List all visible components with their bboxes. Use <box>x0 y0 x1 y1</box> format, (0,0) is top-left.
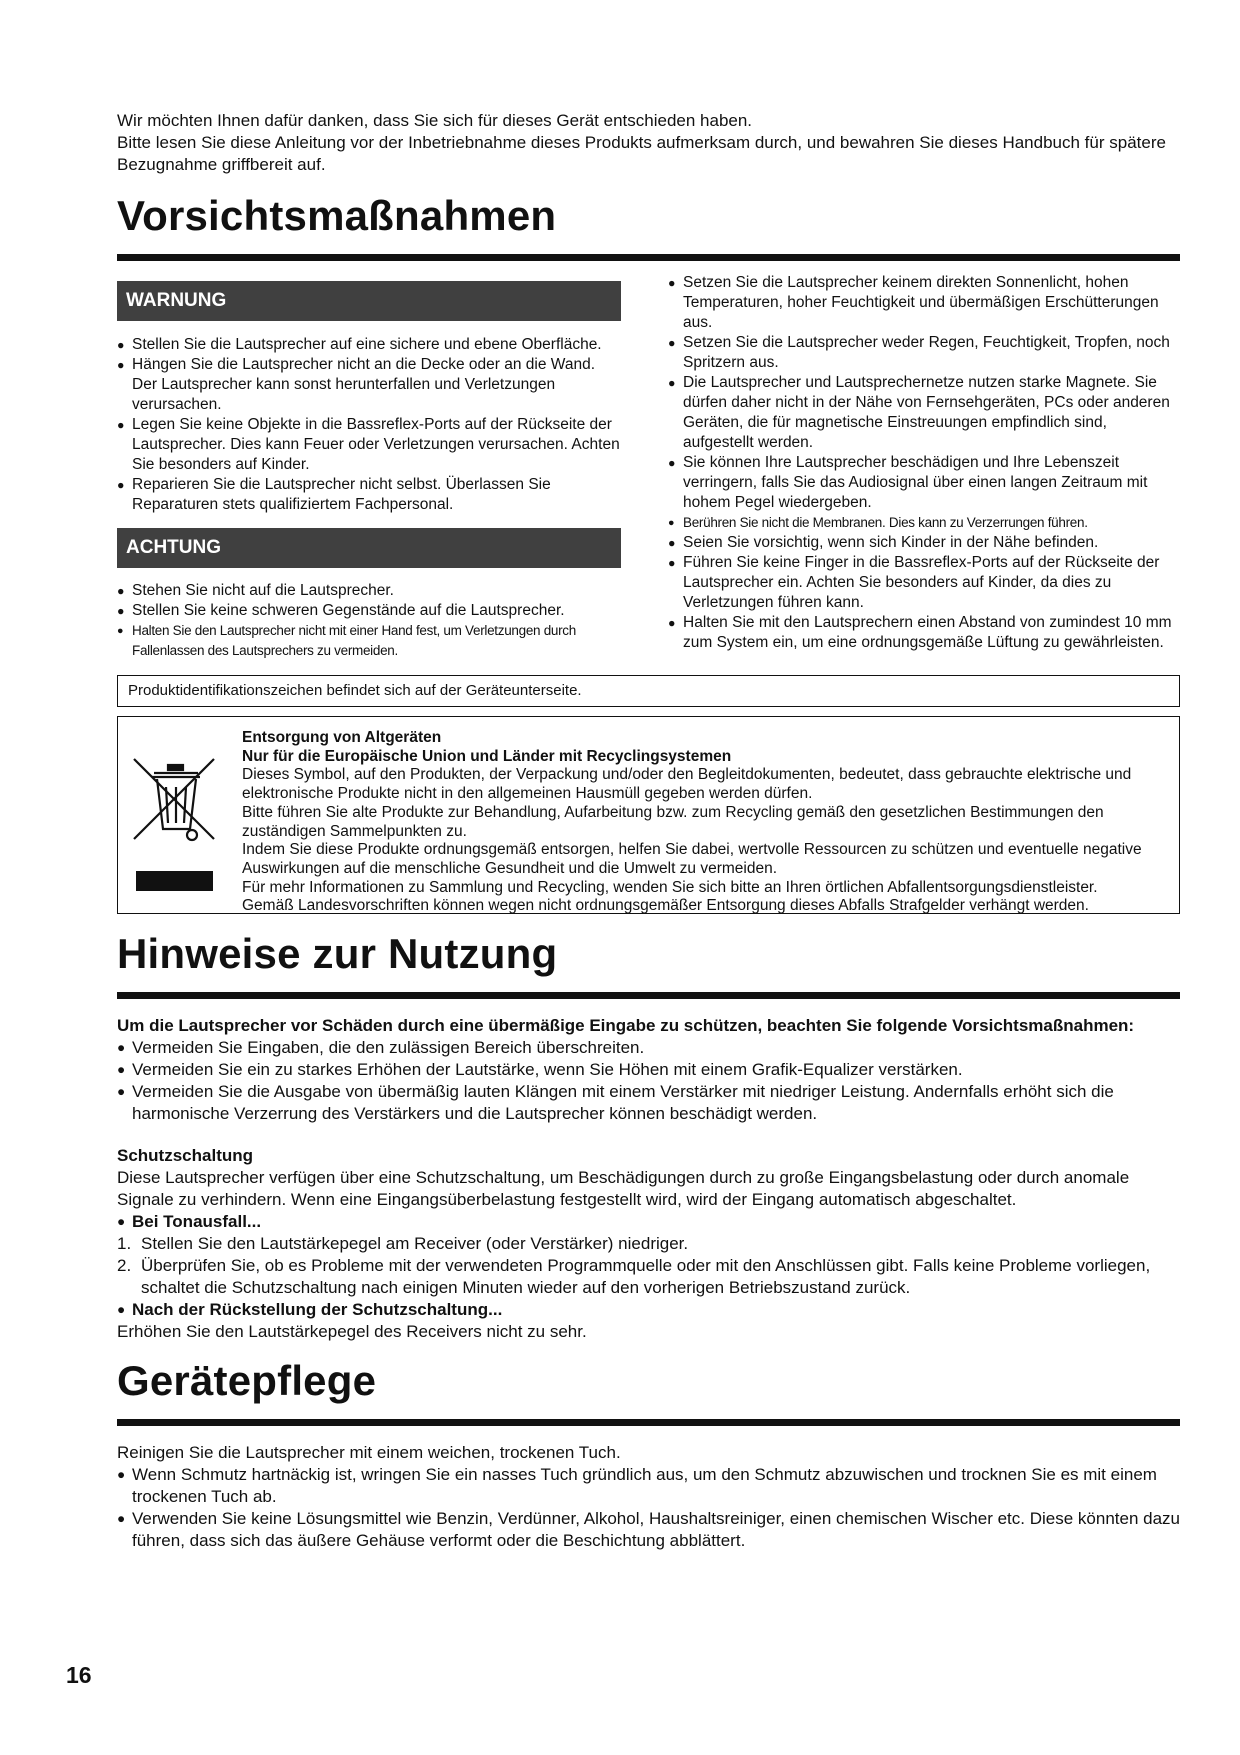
protection-text: Diese Lautsprecher verfügen über eine Schutzschaltung, um Beschädigungen durch zu große Eingangsbelastung oder durch anomale Signale zu verhindern. Wenn eine Eingangsüberbelastung festgestellt wird, wird der Eingang automatisch abgeschaltet. <box>117 1168 1130 1209</box>
caution-list <box>117 581 621 661</box>
intro-read-manual: Bitte lesen Sie diese Anleitung vor der Inbetriebnahme dieses Produkts aufmerksam durch, und bewahren Sie dieses Handbuch für spätere Bezugnahme griffbereit auf. <box>117 133 1166 174</box>
list-item: ● Halten Sie mit den Lautsprechern einen Abstand von zumindest 10 mm zum System ein, um eine ordnungsgemäße Lüftung zu gewährleisten. <box>668 613 1180 653</box>
disposal-paragraph: Dieses Symbol, auf den Produkten, der Verpackung und/oder den Begleitdokumenten, bedeutet, dass gebrauchte elektrische und elektronische Produkte nicht in den allgemeinen Hausmüll gegeben werden dürfen. <box>242 766 1132 803</box>
caution-header: ACHTUNG <box>117 528 621 568</box>
list-item: ● Seien Sie vorsichtig, wenn sich Kinder in der Nähe befinden. <box>668 533 1180 553</box>
precautions-title: Vorsichtsmaßnahmen <box>117 190 1180 261</box>
numbered-step <box>117 1233 1180 1255</box>
step-number: 1. <box>117 1234 132 1253</box>
list-item: ● Wenn Schmutz hartnäckig ist, wringen Sie ein nasses Tuch gründlich aus, um den Schmutz abzuwischen und trocknen Sie es mit einem trockenen Tuch ab. <box>117 1464 1180 1508</box>
no-sound-list <box>117 1211 1180 1233</box>
care-section <box>117 1442 1180 1552</box>
list-item: ● Vermeiden Sie ein zu starkes Erhöhen der Lautstärke, wenn Sie Höhen mit einem Grafik-Equalizer verstärken. <box>117 1059 1180 1081</box>
disposal-paragraph: Indem Sie diese Produkte ordnungsgemäß entsorgen, helfen Sie dabei, wertvolle Ressourcen zu schützen und eventuelle negative Auswirkungen auf die menschliche Gesundheit und die Umwelt zu vermeiden. <box>242 841 1142 877</box>
step-text: Stellen Sie den Lautstärkepegel am Receiver (oder Verstärker) niedriger. <box>141 1234 689 1253</box>
protection-heading: Schutzschaltung <box>117 1146 254 1165</box>
care-intro: Reinigen Sie die Lautsprecher mit einem weichen, trockenen Tuch. <box>117 1443 621 1462</box>
precautions-columns <box>117 273 1180 661</box>
care-title: Gerätepflege <box>117 1355 1180 1426</box>
list-item: ● Halten Sie den Lautsprecher nicht mit einer Hand fest, um Verletzungen durch Fallenlassen des Lautsprechers zu vermeiden. <box>117 621 621 661</box>
page-content <box>117 110 1180 1552</box>
precautions-left-column <box>117 273 621 661</box>
disposal-paragraph: Für mehr Informationen zu Sammlung und Recycling, wenden Sie sich bitte an Ihren örtlichen Abfallentsorgungsdienstleister. <box>242 878 1098 896</box>
product-id-note: Produktidentifikationszeichen befindet sich auf der Geräteunterseite. <box>117 675 1180 707</box>
warning-list <box>117 335 621 515</box>
after-reset-text: Erhöhen Sie den Lautstärkepegel des Receivers nicht zu sehr. <box>117 1322 587 1341</box>
page-number: 16 <box>66 1662 92 1688</box>
disposal-text <box>242 729 1167 916</box>
step-text: Überprüfen Sie, ob es Probleme mit der verwendeten Programmquelle oder mit den Anschlüssen gibt. Falls keine Probleme vorliegen, schaltet die Schutzschaltung nach einigen Minuten wieder auf den vorherigen Betriebszustand zurück. <box>141 1256 1151 1297</box>
general-precautions-list <box>668 273 1180 653</box>
list-item: ● Sie können Ihre Lautsprecher beschädigen und Ihre Lebenszeit verringern, falls Sie das Audiosignal über einen langen Zeitraum mit hohem Pegel wiedergeben. <box>668 453 1180 513</box>
list-item: ● Führen Sie keine Finger in die Bassreflex-Ports auf der Rückseite der Lautsprecher ein. Achten Sie besonders auf Kinder, da dies zu Verletzungen führen kann. <box>668 553 1180 613</box>
usage-lead: Um die Lautsprecher vor Schäden durch eine übermäßige Eingabe zu schützen, beachten Sie folgende Vorsichtsmaßnahmen: <box>117 1016 1135 1035</box>
list-item: ● Setzen Sie die Lautsprecher keinem direkten Sonnenlicht, hohen Temperaturen, hoher Feuchtigkeit und übermäßigen Erschütterungen aus. <box>668 273 1180 333</box>
list-item: ● Berühren Sie nicht die Membranen. Dies kann zu Verzerrungen führen. <box>668 513 1180 533</box>
precautions-right-column <box>668 273 1180 661</box>
list-item: ● Setzen Sie die Lautsprecher weder Regen, Feuchtigkeit, Tropfen, noch Spritzern aus. <box>668 333 1180 373</box>
crossed-out-wheelie-bin-icon <box>128 755 223 847</box>
weee-black-bar <box>136 871 213 891</box>
list-item: ● Stehen Sie nicht auf die Lautsprecher. <box>117 581 621 601</box>
list-item: ● Vermeiden Sie Eingaben, die den zulässigen Bereich überschreiten. <box>117 1037 1180 1059</box>
warning-header: WARNUNG <box>117 281 621 321</box>
disposal-subtitle: Nur für die Europäische Union und Länder mit Recyclingsystemen <box>242 747 732 765</box>
disposal-box <box>117 716 1180 914</box>
usage-title: Hinweise zur Nutzung <box>117 928 1180 999</box>
list-item: ● Vermeiden Sie die Ausgabe von übermäßig lauten Klängen mit einem Verstärker mit niedriger Leistung. Andernfalls erhöht sich die harmonische Verzerrung des Verstärkers und die Lautsprecher können beschädigt werden. <box>117 1081 1180 1125</box>
intro-thanks: Wir möchten Ihnen dafür danken, dass Sie sich für dieses Gerät entschieden haben. <box>117 111 753 130</box>
disposal-paragraph: Gemäß Landesvorschriften können wegen nicht ordnungsgemäßer Entsorgung dieses Abfalls Strafgelder verhängt werden. <box>242 897 1089 915</box>
list-item: ● Stellen Sie die Lautsprecher auf eine sichere und ebene Oberfläche. <box>117 335 621 355</box>
list-item: ● Stellen Sie keine schweren Gegenstände auf die Lautsprecher. <box>117 601 621 621</box>
list-item: ● Reparieren Sie die Lautsprecher nicht selbst. Überlassen Sie Reparaturen stets qualifiziertem Fachpersonal. <box>117 475 621 515</box>
disposal-title: Entsorgung von Altgeräten <box>242 729 442 746</box>
usage-section <box>117 1015 1180 1343</box>
after-reset-list <box>117 1299 1180 1321</box>
list-item: ● Verwenden Sie keine Lösungsmittel wie Benzin, Verdünner, Alkohol, Haushaltsreiniger, einen chemischen Wischer etc. Diese könnten dazu führen, dass sich das äußere Gehäuse verformt oder die Beschichtung abblättert. <box>117 1508 1180 1552</box>
usage-list <box>117 1037 1180 1125</box>
step-number: 2. <box>117 1256 132 1275</box>
after-reset-heading: ● Nach der Rückstellung der Schutzschaltung... <box>117 1299 1180 1321</box>
no-sound-heading: ● Bei Tonausfall... <box>117 1211 1180 1233</box>
list-item: ● Hängen Sie die Lautsprecher nicht an die Decke oder an die Wand. Der Lautsprecher kann sonst herunterfallen und Verletzungen verursachen. <box>117 355 621 415</box>
intro <box>117 110 1180 176</box>
list-item: ● Die Lautsprecher und Lautsprechernetze nutzen starke Magnete. Sie dürfen daher nicht in der Nähe von Fernsehgeräten, PCs oder anderen Geräten, die für magnetische Einstreuungen empfindlich sind, aufgestellt werden. <box>668 373 1180 453</box>
care-list <box>117 1464 1180 1552</box>
numbered-step <box>117 1255 1180 1299</box>
list-item: ● Legen Sie keine Objekte in die Bassreflex-Ports auf der Rückseite der Lautsprecher. Dies kann Feuer oder Verletzungen verursachen. Achten Sie besonders auf Kinder. <box>117 415 621 475</box>
disposal-paragraph: Bitte führen Sie alte Produkte zur Behandlung, Aufarbeitung bzw. zum Recycling gemäß den gesetzlichen Bestimmungen den zuständigen Sammelpunkten zu. <box>242 803 1104 840</box>
